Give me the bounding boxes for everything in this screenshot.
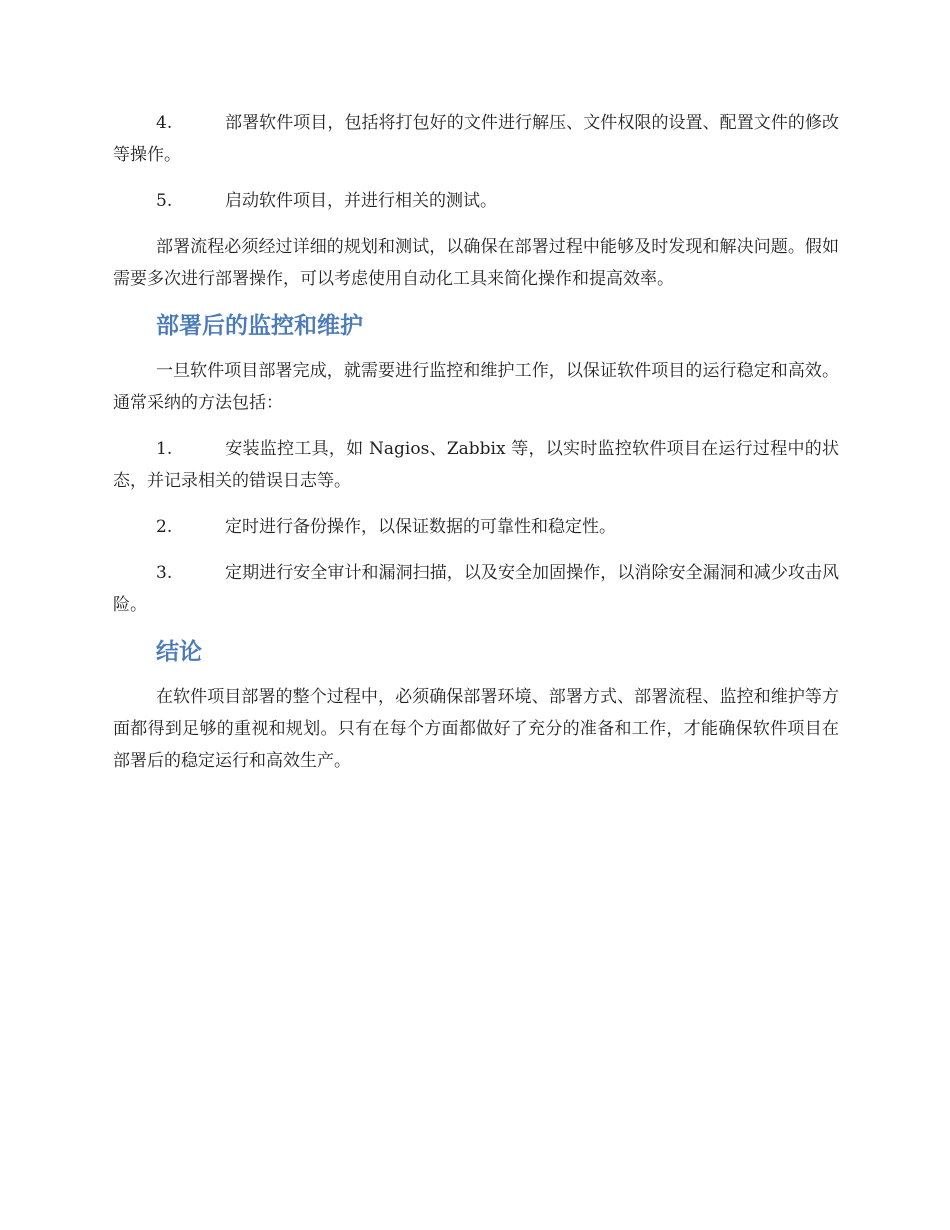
- list-item: [113, 557, 839, 621]
- list-item-number: 5.: [156, 191, 173, 211]
- section-heading-conclusion: 结论: [156, 639, 202, 665]
- list-item-text: 定时进行备份操作，以保证数据的可靠性和稳定性。: [225, 517, 616, 537]
- list-item-text: 部署软件项目，包括将打包好的文件进行解压、文件权限的设置、配置文件的修改等操作。: [113, 113, 839, 165]
- paragraph-monitoring-intro: 一旦软件项目部署完成，就需要进行监控和维护工作，以保证软件项目的运行稳定和高效。通常采纳的方法包括：: [113, 361, 839, 413]
- list-item-text: 启动软件项目，并进行相关的测试。: [225, 191, 497, 211]
- list-item: [113, 185, 839, 217]
- paragraph-conclusion: 在软件项目部署的整个过程中，必须确保部署环境、部署方式、部署流程、监控和维护等方面都得到足够的重视和规划。只有在每个方面都做好了充分的准备和工作，才能确保软件项目在部署后的稳定运行和高效生产。: [113, 687, 839, 771]
- section-heading-monitoring: 部署后的监控和维护: [156, 313, 363, 339]
- list-item: [113, 433, 839, 497]
- list-item-text: 安装监控工具，如 Nagios、Zabbix 等，以实时监控软件项目在运行过程中的状态，并记录相关的错误日志等。: [113, 439, 839, 491]
- list-item-text: 定期进行安全审计和漏洞扫描，以及安全加固操作，以消除安全漏洞和减少攻击风险。: [113, 563, 839, 615]
- list-item: [113, 511, 839, 543]
- document-body: [113, 107, 839, 791]
- list-item-number: 2.: [156, 517, 173, 537]
- list-item: [113, 107, 839, 171]
- paragraph-deploy-process: 部署流程必须经过详细的规划和测试，以确保在部署过程中能够及时发现和解决问题。假如需要多次进行部署操作，可以考虑使用自动化工具来简化操作和提高效率。: [113, 237, 839, 289]
- list-item-number: 1.: [156, 439, 173, 459]
- list-item-number: 4.: [156, 113, 173, 133]
- list-item-number: 3.: [156, 563, 173, 583]
